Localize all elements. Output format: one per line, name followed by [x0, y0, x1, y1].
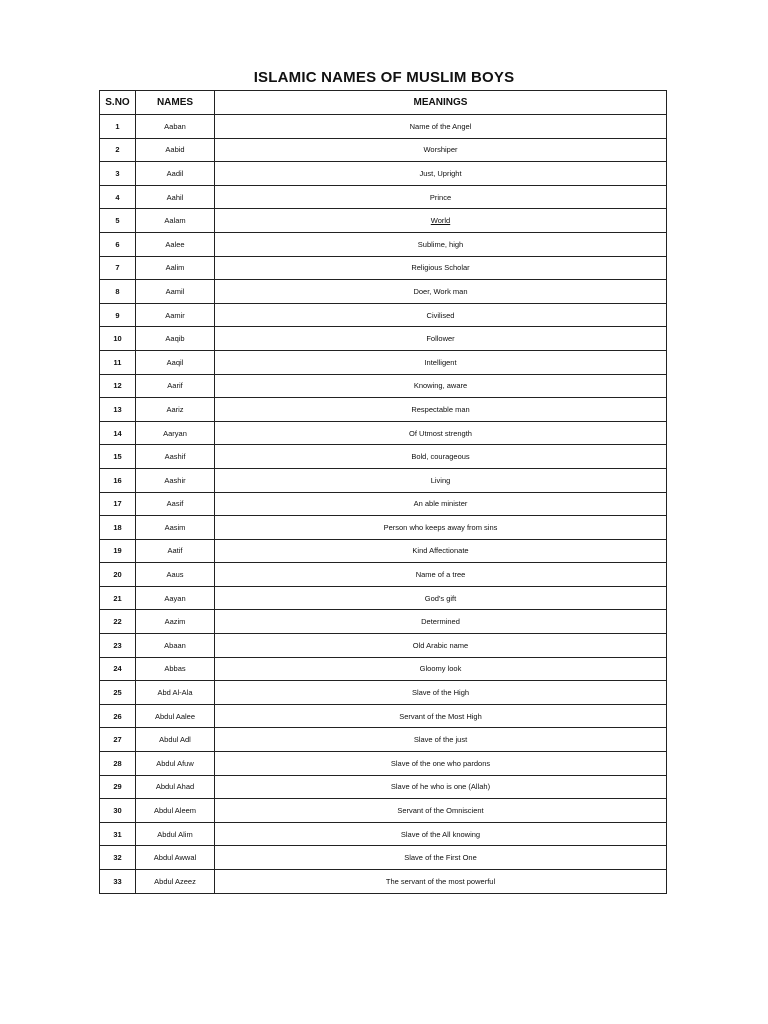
- column-header-meanings: MEANINGS: [215, 91, 667, 115]
- name-cell: Abdul Azeez: [136, 870, 215, 894]
- sno-cell: 11: [100, 350, 136, 374]
- table-row: [100, 586, 667, 610]
- meaning-cell: Bold, courageous: [215, 445, 667, 469]
- meaning-cell: An able minister: [215, 492, 667, 516]
- sno-cell: 14: [100, 421, 136, 445]
- table-row: [100, 138, 667, 162]
- table-row: [100, 775, 667, 799]
- table-row: [100, 374, 667, 398]
- table-row: [100, 846, 667, 870]
- name-cell: Aalim: [136, 256, 215, 280]
- table-row: [100, 162, 667, 186]
- meaning-cell: Follower: [215, 327, 667, 351]
- name-cell: Aasim: [136, 516, 215, 540]
- table-header-row: [100, 91, 667, 115]
- meaning-cell: Kind Affectionate: [215, 539, 667, 563]
- meaning-cell: World: [215, 209, 667, 233]
- name-cell: Aayan: [136, 586, 215, 610]
- sno-cell: 12: [100, 374, 136, 398]
- table-body: [100, 115, 667, 894]
- name-cell: Aariz: [136, 398, 215, 422]
- column-header-sno: S.NO: [100, 91, 136, 115]
- name-cell: Aaryan: [136, 421, 215, 445]
- meaning-cell: Prince: [215, 185, 667, 209]
- name-cell: Aamil: [136, 280, 215, 304]
- name-cell: Abdul Aleem: [136, 799, 215, 823]
- name-cell: Abdul Aalee: [136, 704, 215, 728]
- meaning-cell: Religious Scholar: [215, 256, 667, 280]
- name-cell: Abdul Afuw: [136, 752, 215, 776]
- table-row: [100, 799, 667, 823]
- sno-cell: 5: [100, 209, 136, 233]
- name-cell: Abaan: [136, 634, 215, 658]
- sno-cell: 6: [100, 232, 136, 256]
- name-cell: Aaqil: [136, 350, 215, 374]
- sno-cell: 8: [100, 280, 136, 304]
- meaning-cell: Just, Upright: [215, 162, 667, 186]
- sno-cell: 20: [100, 563, 136, 587]
- sno-cell: 26: [100, 704, 136, 728]
- meaning-cell: God's gift: [215, 586, 667, 610]
- column-header-names: NAMES: [136, 91, 215, 115]
- meaning-cell: The servant of the most powerful: [215, 870, 667, 894]
- meaning-cell: Servant of the Most High: [215, 704, 667, 728]
- table-row: [100, 634, 667, 658]
- sno-cell: 24: [100, 657, 136, 681]
- table-row: [100, 752, 667, 776]
- table-row: [100, 563, 667, 587]
- name-cell: Aadil: [136, 162, 215, 186]
- table-row: [100, 398, 667, 422]
- name-cell: Aarif: [136, 374, 215, 398]
- meaning-cell: Respectable man: [215, 398, 667, 422]
- meaning-cell: Person who keeps away from sins: [215, 516, 667, 540]
- meaning-cell: Sublime, high: [215, 232, 667, 256]
- name-cell: Abd Al-Ala: [136, 681, 215, 705]
- table-row: [100, 516, 667, 540]
- table-row: [100, 350, 667, 374]
- name-cell: Abdul Adl: [136, 728, 215, 752]
- meaning-cell: Knowing, aware: [215, 374, 667, 398]
- table-row: [100, 728, 667, 752]
- meaning-cell: Slave of the All knowing: [215, 822, 667, 846]
- meaning-cell: Name of the Angel: [215, 115, 667, 139]
- sno-cell: 25: [100, 681, 136, 705]
- sno-cell: 4: [100, 185, 136, 209]
- sno-cell: 1: [100, 115, 136, 139]
- name-cell: Aamir: [136, 303, 215, 327]
- sno-cell: 16: [100, 468, 136, 492]
- name-cell: Aasif: [136, 492, 215, 516]
- table-row: [100, 280, 667, 304]
- sno-cell: 21: [100, 586, 136, 610]
- table-row: [100, 256, 667, 280]
- meaning-cell: Living: [215, 468, 667, 492]
- table-row: [100, 870, 667, 894]
- sno-cell: 19: [100, 539, 136, 563]
- meaning-cell: Old Arabic name: [215, 634, 667, 658]
- meaning-cell: Servant of the Omniscient: [215, 799, 667, 823]
- table-row: [100, 704, 667, 728]
- name-cell: Aashir: [136, 468, 215, 492]
- name-cell: Aabid: [136, 138, 215, 162]
- sno-cell: 15: [100, 445, 136, 469]
- meaning-cell: Slave of the High: [215, 681, 667, 705]
- table-row: [100, 468, 667, 492]
- name-cell: Aaus: [136, 563, 215, 587]
- sno-cell: 3: [100, 162, 136, 186]
- page-title: ISLAMIC NAMES OF MUSLIM BOYS: [253, 69, 515, 86]
- sno-cell: 22: [100, 610, 136, 634]
- table-row: [100, 115, 667, 139]
- name-cell: Abdul Awwal: [136, 846, 215, 870]
- meaning-cell: Doer, Work man: [215, 280, 667, 304]
- sno-cell: 27: [100, 728, 136, 752]
- table-row: [100, 185, 667, 209]
- name-cell: Aahil: [136, 185, 215, 209]
- table-row: [100, 421, 667, 445]
- sno-cell: 29: [100, 775, 136, 799]
- sno-cell: 30: [100, 799, 136, 823]
- meaning-cell: Slave of the just: [215, 728, 667, 752]
- table-row: [100, 492, 667, 516]
- sno-cell: 7: [100, 256, 136, 280]
- meaning-cell: Worshiper: [215, 138, 667, 162]
- name-cell: Abbas: [136, 657, 215, 681]
- meaning-cell: Intelligent: [215, 350, 667, 374]
- sno-cell: 2: [100, 138, 136, 162]
- table-row: [100, 822, 667, 846]
- table-row: [100, 445, 667, 469]
- name-cell: Abdul Alim: [136, 822, 215, 846]
- name-cell: Aalam: [136, 209, 215, 233]
- table-row: [100, 610, 667, 634]
- meaning-cell: Name of a tree: [215, 563, 667, 587]
- name-cell: Aaban: [136, 115, 215, 139]
- table-row: [100, 232, 667, 256]
- sno-cell: 23: [100, 634, 136, 658]
- name-cell: Abdul Ahad: [136, 775, 215, 799]
- table-row: [100, 657, 667, 681]
- sno-cell: 32: [100, 846, 136, 870]
- names-table: [99, 90, 667, 894]
- name-cell: Aalee: [136, 232, 215, 256]
- name-cell: Aashif: [136, 445, 215, 469]
- table-row: [100, 681, 667, 705]
- meaning-cell: Slave of he who is one (Allah): [215, 775, 667, 799]
- sno-cell: 28: [100, 752, 136, 776]
- sno-cell: 13: [100, 398, 136, 422]
- sno-cell: 33: [100, 870, 136, 894]
- name-cell: Aatif: [136, 539, 215, 563]
- table-row: [100, 539, 667, 563]
- meaning-cell: Slave of the First One: [215, 846, 667, 870]
- sno-cell: 9: [100, 303, 136, 327]
- meaning-cell: Gloomy look: [215, 657, 667, 681]
- table-row: [100, 327, 667, 351]
- sno-cell: 10: [100, 327, 136, 351]
- name-cell: Aaqib: [136, 327, 215, 351]
- sno-cell: 17: [100, 492, 136, 516]
- table-row: [100, 303, 667, 327]
- meaning-cell: Determined: [215, 610, 667, 634]
- meaning-cell: Civilised: [215, 303, 667, 327]
- table-row: [100, 209, 667, 233]
- meaning-cell: Slave of the one who pardons: [215, 752, 667, 776]
- name-cell: Aazim: [136, 610, 215, 634]
- sno-cell: 18: [100, 516, 136, 540]
- meaning-cell: Of Utmost strength: [215, 421, 667, 445]
- sno-cell: 31: [100, 822, 136, 846]
